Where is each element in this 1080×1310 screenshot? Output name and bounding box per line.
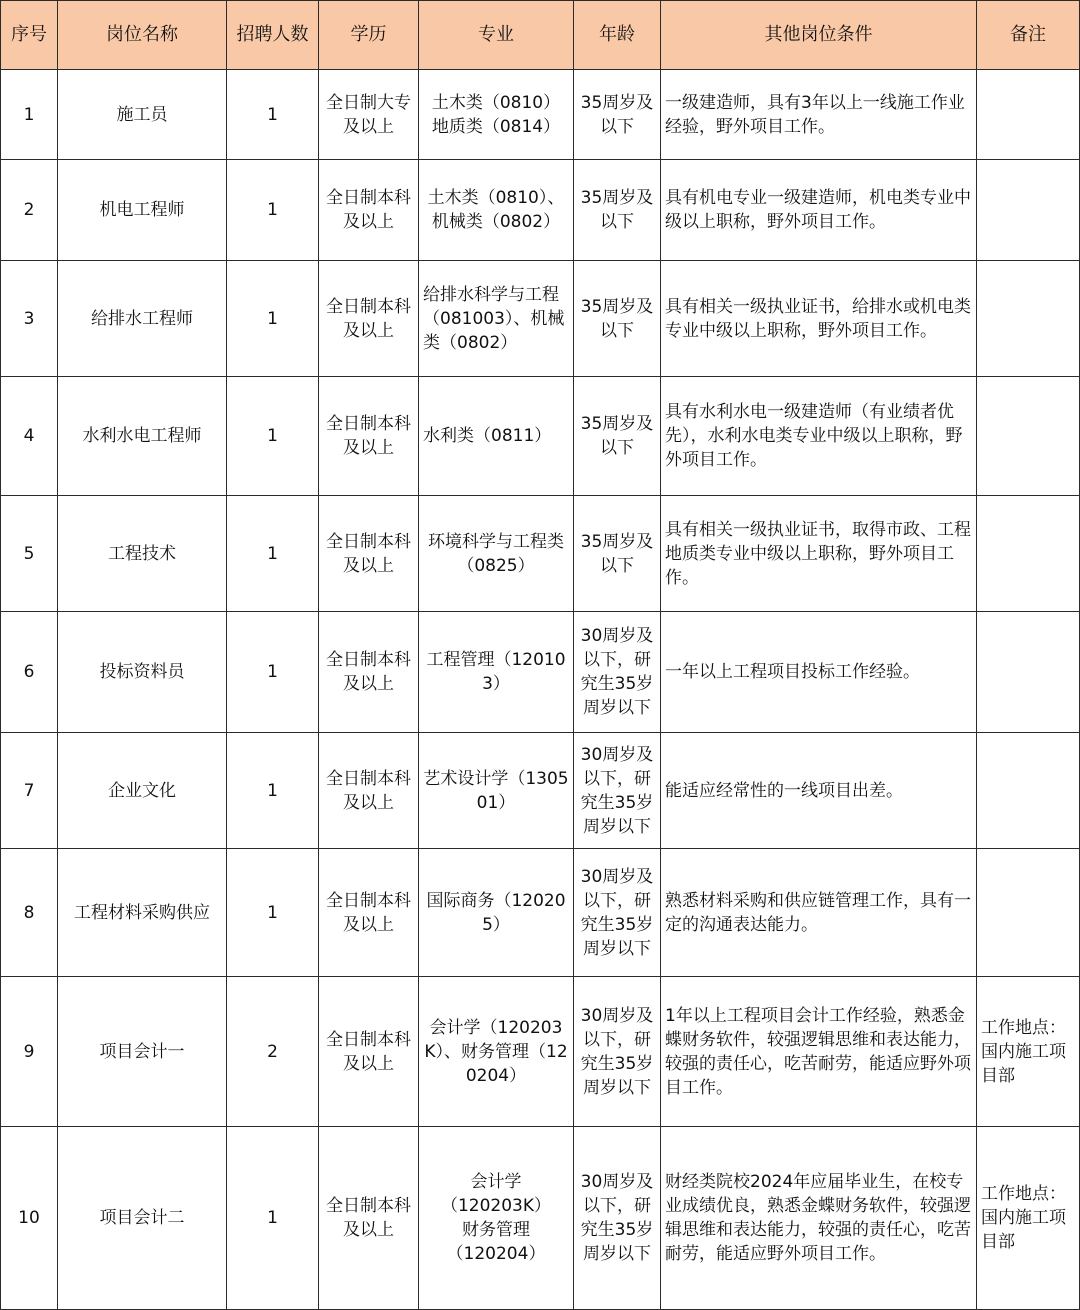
header-index: 序号	[1, 1, 58, 70]
cell-count: 1	[227, 496, 319, 612]
cell-age: 30周岁及以下，研究生35岁周岁以下	[574, 612, 661, 733]
cell-index: 5	[1, 496, 58, 612]
cell-position: 企业文化	[58, 733, 227, 849]
cell-position: 项目会计一	[58, 977, 227, 1127]
cell-age: 30周岁及以下，研究生35岁周岁以下	[574, 1127, 661, 1310]
cell-position: 水利水电工程师	[58, 377, 227, 496]
table-row	[1, 70, 1080, 160]
cell-major: 会计学 （120203K） 财务管理 （120204）	[419, 1127, 574, 1310]
header-count: 招聘人数	[227, 1, 319, 70]
cell-count: 1	[227, 377, 319, 496]
cell-education: 全日制本科及以上	[319, 496, 419, 612]
cell-major: 环境科学与工程类（0825）	[419, 496, 574, 612]
header-row	[1, 1, 1080, 70]
cell-education: 全日制本科及以上	[319, 612, 419, 733]
cell-notes	[977, 261, 1080, 377]
cell-index: 6	[1, 612, 58, 733]
cell-count: 1	[227, 612, 319, 733]
cell-notes	[977, 496, 1080, 612]
table-row	[1, 849, 1080, 977]
cell-conditions: 能适应经常性的一线项目出差。	[661, 733, 977, 849]
table-row	[1, 733, 1080, 849]
cell-position: 工程技术	[58, 496, 227, 612]
cell-index: 10	[1, 1127, 58, 1310]
cell-major: 土木类（0810）、机械类（0802）	[419, 160, 574, 261]
cell-age: 30周岁及以下，研究生35岁周岁以下	[574, 733, 661, 849]
header-conditions: 其他岗位条件	[661, 1, 977, 70]
header-major: 专业	[419, 1, 574, 70]
cell-conditions: 一年以上工程项目投标工作经验。	[661, 612, 977, 733]
cell-major: 会计学（120203K）、财务管理（120204）	[419, 977, 574, 1127]
cell-conditions: 熟悉材料采购和供应链管理工作，具有一定的沟通表达能力。	[661, 849, 977, 977]
cell-major: 土木类（0810） 地质类（0814）	[419, 70, 574, 160]
cell-conditions: 一级建造师，具有3年以上一线施工作业经验，野外项目工作。	[661, 70, 977, 160]
cell-index: 9	[1, 977, 58, 1127]
cell-conditions: 具有水利水电一级建造师（有业绩者优先），水利水电类专业中级以上职称，野外项目工作。	[661, 377, 977, 496]
table-row	[1, 160, 1080, 261]
cell-position: 施工员	[58, 70, 227, 160]
cell-count: 1	[227, 733, 319, 849]
cell-age: 35周岁及以下	[574, 160, 661, 261]
cell-major: 艺术设计学（130501）	[419, 733, 574, 849]
cell-count: 1	[227, 1127, 319, 1310]
cell-age: 35周岁及以下	[574, 377, 661, 496]
cell-education: 全日制本科及以上	[319, 733, 419, 849]
cell-education: 全日制大专及以上	[319, 70, 419, 160]
cell-position: 给排水工程师	[58, 261, 227, 377]
cell-count: 1	[227, 261, 319, 377]
cell-major: 给排水科学与工程（081003）、机械类（0802）	[419, 261, 574, 377]
cell-position: 投标资料员	[58, 612, 227, 733]
cell-count: 1	[227, 160, 319, 261]
cell-notes	[977, 70, 1080, 160]
cell-index: 1	[1, 70, 58, 160]
table-row	[1, 496, 1080, 612]
cell-education: 全日制本科及以上	[319, 977, 419, 1127]
header-notes: 备注	[977, 1, 1080, 70]
header-education: 学历	[319, 1, 419, 70]
cell-conditions: 具有相关一级执业证书，取得市政、工程地质类专业中级以上职称，野外项目工作。	[661, 496, 977, 612]
cell-education: 全日制本科及以上	[319, 1127, 419, 1310]
cell-notes	[977, 733, 1080, 849]
cell-notes: 工作地点：国内施工项目部	[977, 977, 1080, 1127]
cell-position: 机电工程师	[58, 160, 227, 261]
table-row	[1, 977, 1080, 1127]
cell-age: 30周岁及以下，研究生35岁周岁以下	[574, 977, 661, 1127]
cell-conditions: 财经类院校2024年应届毕业生，在校专业成绩优良，熟悉金蝶财务软件，较强逻辑思维和表达能力，较强的责任心，吃苦耐劳，能适应野外项目工作。	[661, 1127, 977, 1310]
table-row	[1, 612, 1080, 733]
cell-notes	[977, 377, 1080, 496]
cell-notes	[977, 612, 1080, 733]
table-row	[1, 377, 1080, 496]
cell-conditions: 具有机电专业一级建造师，机电类专业中级以上职称，野外项目工作。	[661, 160, 977, 261]
cell-major: 水利类（0811）	[419, 377, 574, 496]
header-age: 年龄	[574, 1, 661, 70]
cell-index: 2	[1, 160, 58, 261]
cell-notes	[977, 849, 1080, 977]
cell-education: 全日制本科及以上	[319, 160, 419, 261]
cell-conditions: 具有相关一级执业证书，给排水或机电类专业中级以上职称，野外项目工作。	[661, 261, 977, 377]
cell-index: 3	[1, 261, 58, 377]
cell-position: 工程材料采购供应	[58, 849, 227, 977]
cell-index: 8	[1, 849, 58, 977]
cell-index: 7	[1, 733, 58, 849]
cell-count: 2	[227, 977, 319, 1127]
cell-age: 35周岁及以下	[574, 261, 661, 377]
cell-age: 35周岁及以下	[574, 70, 661, 160]
cell-major: 工程管理（120103）	[419, 612, 574, 733]
cell-index: 4	[1, 377, 58, 496]
header-position: 岗位名称	[58, 1, 227, 70]
cell-education: 全日制本科及以上	[319, 261, 419, 377]
cell-count: 1	[227, 849, 319, 977]
table-row	[1, 1127, 1080, 1310]
cell-count: 1	[227, 70, 319, 160]
cell-age: 35周岁及以下	[574, 496, 661, 612]
cell-conditions: 1年以上工程项目会计工作经验，熟悉金蝶财务软件，较强逻辑思维和表达能力，较强的责任心，吃苦耐劳，能适应野外项目工作。	[661, 977, 977, 1127]
cell-age: 30周岁及以下，研究生35岁周岁以下	[574, 849, 661, 977]
cell-notes: 工作地点：国内施工项目部	[977, 1127, 1080, 1310]
cell-major: 国际商务（120205）	[419, 849, 574, 977]
cell-position: 项目会计二	[58, 1127, 227, 1310]
cell-notes	[977, 160, 1080, 261]
cell-education: 全日制本科及以上	[319, 377, 419, 496]
cell-education: 全日制本科及以上	[319, 849, 419, 977]
table-row	[1, 261, 1080, 377]
